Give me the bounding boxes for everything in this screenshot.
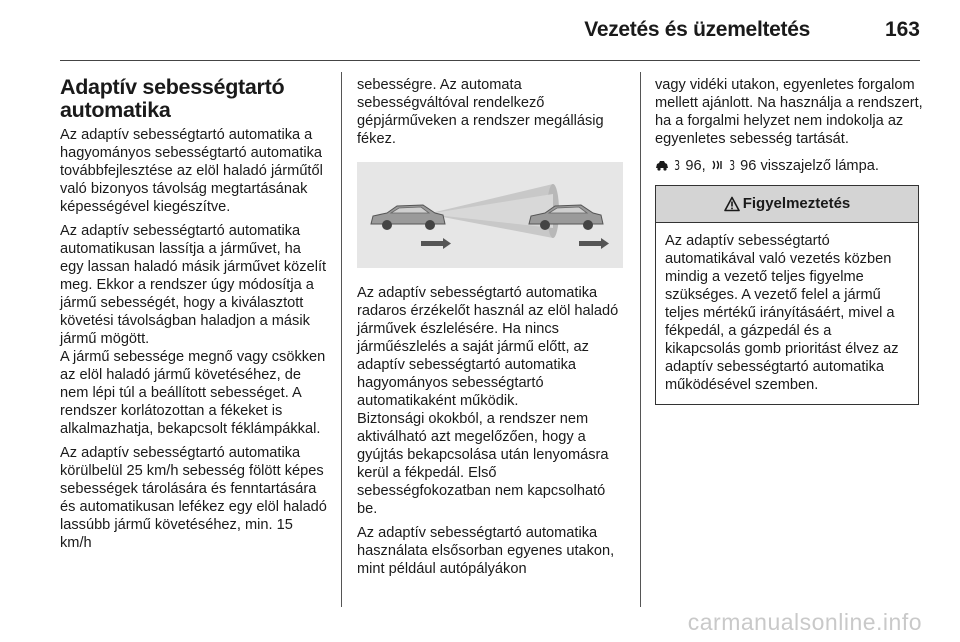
radar-illustration: [357, 162, 623, 268]
reference-arrow-icon: 3: [729, 159, 735, 174]
page-header-title: Vezetés és üzemeltetés: [584, 18, 810, 41]
paragraph: Az adaptív sebességtartó automatika automatikusan lassítja a járművet, ha egy lassan haladó másik járművet közelít meg. Ekkor a rendszer úgy módosítja a jármű sebességét, hogy a kiválasztott követési távolságban haladjon a másik jármű mögött.: [60, 223, 327, 347]
paragraph: Az adaptív sebességtartó automatika használata elsősorban egyenes utakon, mint például autópályákon: [357, 525, 615, 577]
page-number: 163: [884, 18, 920, 41]
header-rule: [60, 60, 920, 61]
column-1: [60, 76, 328, 558]
watermark: carmanualsonline.info: [687, 609, 922, 635]
paragraph: Az adaptív sebességtartó automatika radaros érzékelőt használ az elöl haladó járművek észlelésére. Ha nincs járműészlelés a saját jármű előtt, az adaptív sebességtartó automatika hagyományos sebességtartó automatikaként működik.: [357, 285, 619, 409]
paragraph: Az adaptív sebességtartó automatika a hagyományos sebességtartó automatika továbbfejlesztése az elöl haladó járműtől való bizonyos távolság megtartásának képességével kiegészítve.: [60, 127, 323, 215]
column-divider: [640, 72, 641, 607]
paragraph: sebességre. Az automata sebességváltóval rendelkező gépjárműveken a rendszer megállásig fékez.: [357, 77, 604, 147]
column-2: [357, 76, 625, 584]
reference-arrow-icon: 3: [674, 159, 681, 174]
column-divider: [341, 72, 342, 607]
gap-icon: [710, 159, 724, 171]
page-reference-link[interactable]: 96 visszajelző lámpa.: [740, 158, 879, 174]
warning-body: Az adaptív sebességtartó automatikával való vezetés közben mindig a vezető teljes figyelme szükséges. A vezető felel a jármű teljes mértékű irányításáért, mivel a fékpedál, a gázpedál és a kikapcsolás gomb prioritást élvez az adaptív sebességtartó automatika működésével szemben.: [665, 233, 899, 393]
warning-triangle-icon: [724, 196, 740, 212]
paragraph: A jármű sebessége megnő vagy csökken az elöl haladó jármű követéséhez, de nem lépi túl a beállított sebességet. A rendszer korlátozottan a fékeket is alkalmazhatja, bekapcsolt féklámpákkal.: [60, 349, 326, 437]
page-reference-link[interactable]: 96,: [685, 158, 706, 174]
reference-line: [655, 157, 923, 176]
section-title: Adaptív sebességtartó automatika: [60, 75, 285, 122]
paragraph: Az adaptív sebességtartó automatika körülbelül 25 km/h sebesség fölött képes sebességek tárolására és fenntartására és automatikusan lefékez egy elöl haladó lassúbb jármű követéséhez, min. 15 km/h: [60, 445, 327, 551]
column-3: [655, 76, 923, 405]
warning-header: [656, 186, 918, 223]
warning-box: [655, 185, 919, 405]
car-icon: [655, 160, 669, 171]
warning-title: Figyelmeztetés: [742, 195, 851, 212]
paragraph: vagy vidéki utakon, egyenletes forgalom mellett ajánlott. Na használja a rendszert, ha a forgalmi helyzet nem indokolja az egyenletes sebesség tartását.: [655, 77, 923, 147]
paragraph: Biztonsági okokból, a rendszer nem aktiválható azt megelőzően, hogy a gyújtás bekapcsolása után lenyomásra kerül a fékpedál. Első sebességfokozatban nem kapcsolható be.: [357, 411, 609, 517]
